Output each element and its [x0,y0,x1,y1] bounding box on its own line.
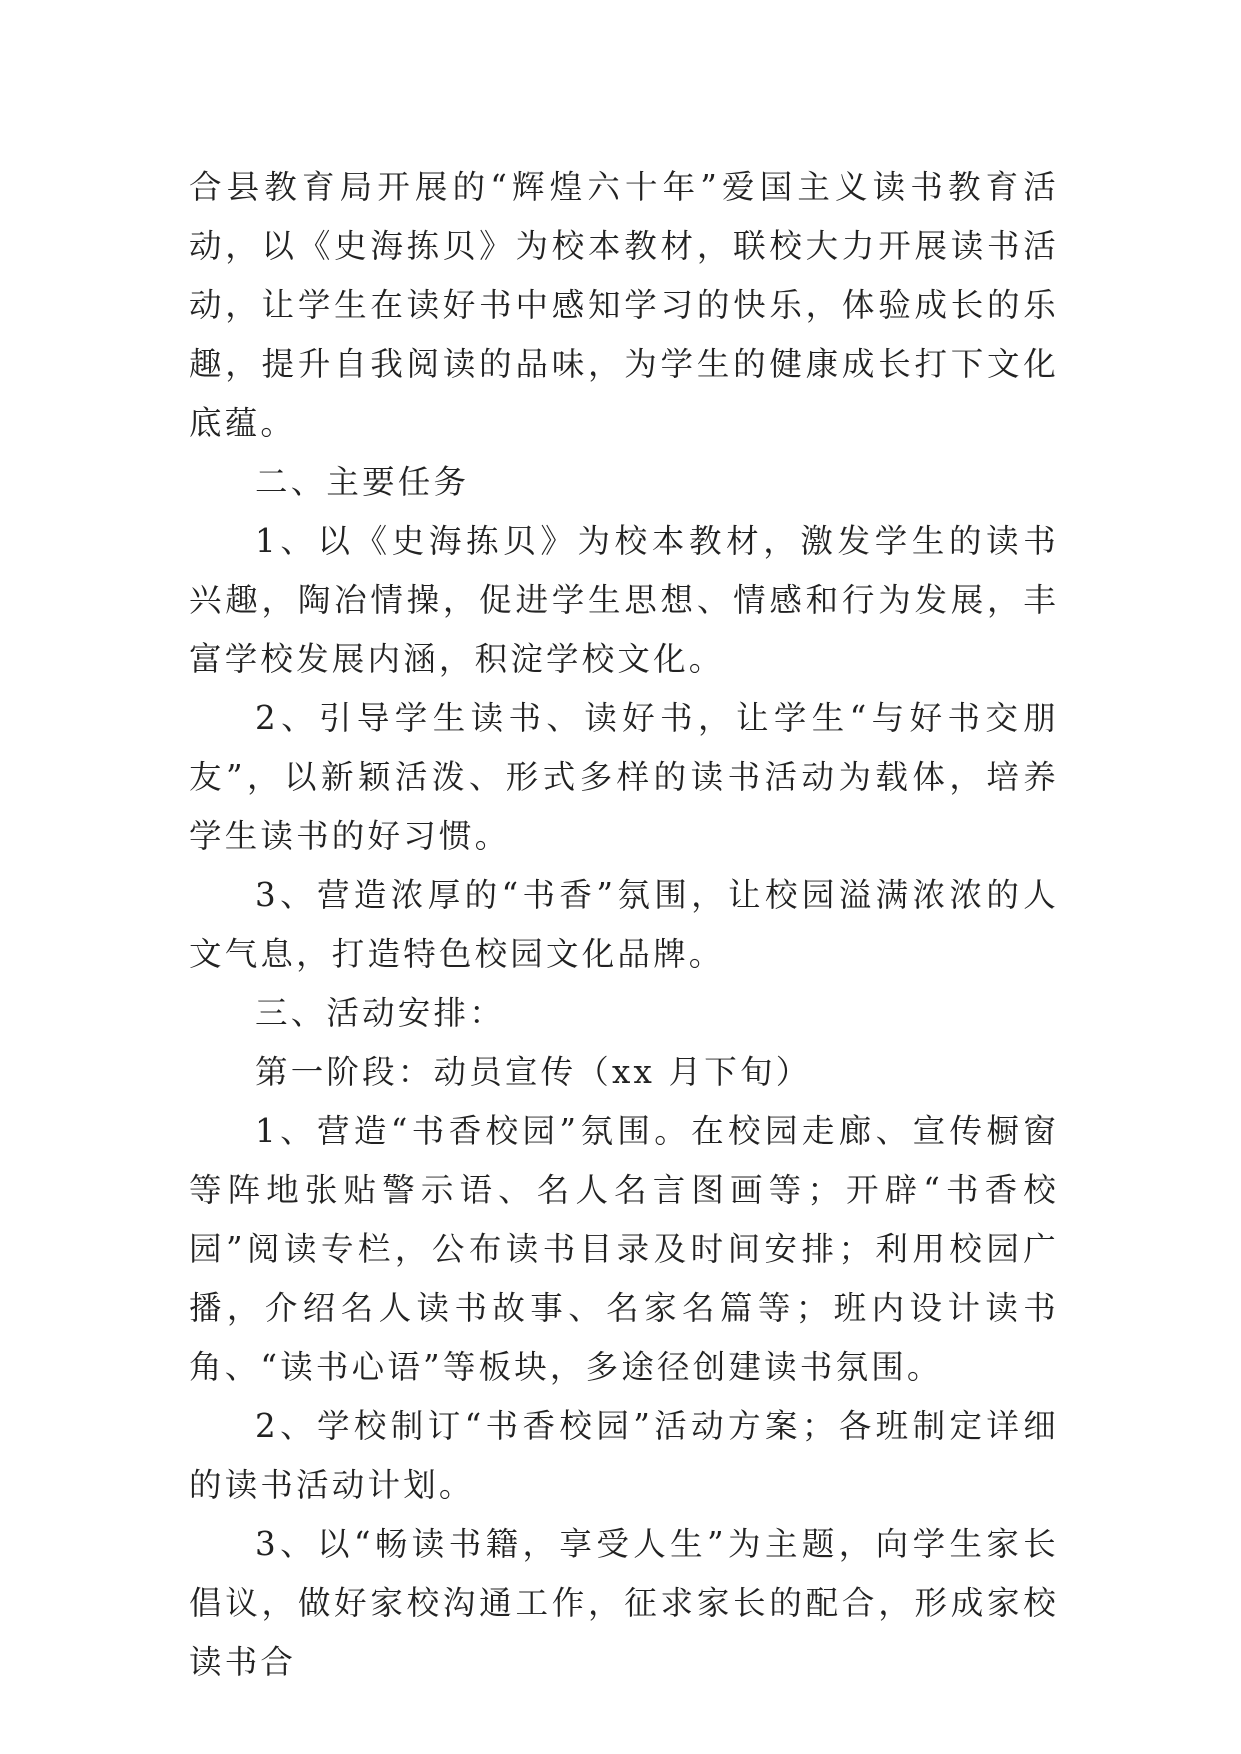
heading-main-tasks: 二、主要任务 [255,463,470,501]
document-body [189,158,1059,1692]
paragraph-task-3: 3、营造浓厚的“书香”氛围，让校园溢满浓浓的人文气息，打造特色校园文化品牌。 [189,876,1059,973]
paragraph-intro-continuation: 合县教育局开展的“辉煌六十年”爱国主义读书教育活动，以《史海拣贝》为校本教材，联校大力开展读书活动，让学生在读好书中感知学习的快乐，体验成长的乐趣，提升自我阅读的品味，为学生的健康成长打下文化底蕴。 [189,168,1059,442]
paragraph-task-2: 2、引导学生读书、读好书，让学生“与好书交朋友”，以新颖活泼、形式多样的读书活动为载体，培养学生读书的好习惯。 [189,699,1059,855]
heading-activity-arrangement: 三、活动安排： [255,994,505,1032]
paragraph-stage-one-item-2: 2、学校制订“书香校园”活动方案；各班制定详细的读书活动计划。 [189,1407,1059,1504]
paragraph-stage-one-item-3: 3、以“畅读书籍，享受人生”为主题，向学生家长倡议，做好家校沟通工作，征求家长的配合，形成家校读书合 [189,1525,1059,1681]
heading-stage-one: 第一阶段：动员宣传（xx 月下旬） [255,1053,812,1091]
paragraph-task-1: 1、以《史海拣贝》为校本教材，激发学生的读书兴趣，陶冶情操，促进学生思想、情感和行为发展，丰富学校发展内涵，积淀学校文化。 [189,522,1059,678]
paragraph-stage-one-item-1: 1、营造“书香校园”氛围。在校园走廊、宣传橱窗等阵地张贴警示语、名人名言图画等；开辟“书香校园”阅读专栏，公布读书目录及时间安排；利用校园广播，介绍名人读书故事、名家名篇等；班内设计读书角、“读书心语”等板块，多途径创建读书氛围。 [189,1112,1059,1386]
